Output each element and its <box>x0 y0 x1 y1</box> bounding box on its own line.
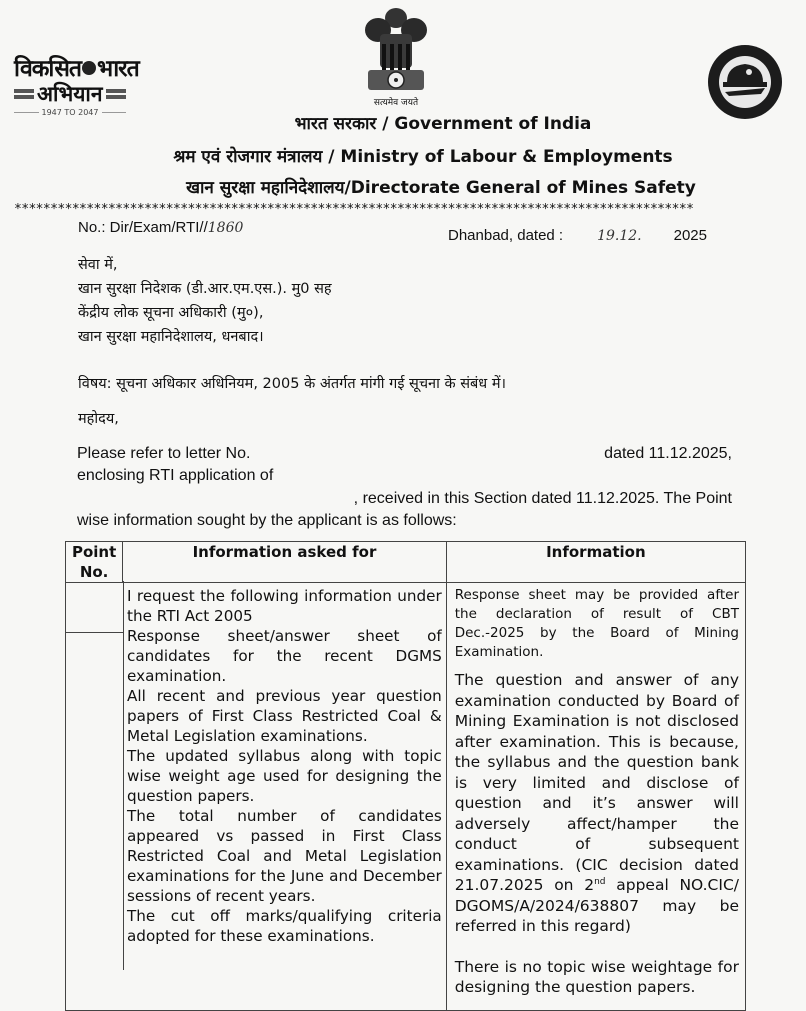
salutation: महोदय, <box>78 411 119 427</box>
national-emblem <box>360 4 432 108</box>
dgms-seal <box>705 44 785 120</box>
dated-line <box>448 227 707 244</box>
addressee-line-2: केंद्रीय लोक सूचना अधिकारी (मु०), <box>78 305 264 321</box>
viksit-bharat-title <box>14 56 139 82</box>
asked-item-syllabus: The updated syllabus along with topic wise weight age used for designing the question papers. <box>127 747 442 805</box>
header-information-asked: Information asked for <box>123 542 447 583</box>
answer-2-text-a: The question and answer of any examination conducted by Board of Mining Examination is not disclosed after examination. This is because, the syllabus and the question bank is very limited and disclose of question and it’s answer will adversely affect/hamper the conduct of subsequent examinations. (CIC decision dated 21.07.2025 on 2 <box>454 671 739 894</box>
body-line-2: enclosing RTI application of <box>77 467 274 484</box>
point-row-divider <box>65 632 123 633</box>
answer-2-text-b: appeal NO.CIC/ DGOMS/A/2024/638807 may be referred in this regard) <box>454 876 739 935</box>
header-point-no: Point No. <box>66 542 123 583</box>
header-ministry: श्रम एवं रोजगार मंत्रालय / Ministry of Labour & Employments <box>173 147 673 167</box>
dated-label: Dhanbad, dated : <box>448 227 564 244</box>
letter-date-text: dated 11.12.2025, <box>604 445 732 462</box>
reference-number <box>78 219 243 236</box>
addressee-to: सेवा में, <box>78 257 118 273</box>
date-year: 2025 <box>673 227 707 244</box>
asked-item-question-papers: All recent and previous year question papers of First Class Restricted Coal & Metal Legislation examinations. <box>127 687 442 745</box>
date-handwritten: 19.12. <box>597 228 642 244</box>
addressee-line-3: खान सुरक्षा महानिदेशालय, धनबाद। <box>78 329 264 345</box>
table-header-row <box>66 542 746 583</box>
addressee-line-1: खान सुरक्षा निदेशक (डी.आर.एम.एस.). मु0 सह <box>78 281 332 297</box>
body-line-3: , received in this Section dated 11.12.2025. The Point <box>353 490 732 507</box>
answer-question-papers <box>455 670 739 937</box>
addressee-block <box>78 253 332 349</box>
table-row <box>66 583 746 1011</box>
dgms-seal-icon <box>705 44 785 120</box>
header-information: Information <box>446 542 745 583</box>
stripe-icon <box>106 89 126 99</box>
rti-information-table <box>65 541 746 1011</box>
information-cell <box>446 583 745 1011</box>
body-line-4: wise information sought by the applicant is as follows: <box>77 512 457 529</box>
star-separator: ********************************************************************************************** <box>14 202 694 217</box>
answer-2-superscript: nd <box>594 876 606 887</box>
emblem-motto: सत्यमेव जयते <box>373 98 419 108</box>
logo-text-abhiyan: अभियान <box>37 82 103 106</box>
subject-line: विषय: सूचना अधिकार अधिनियम, 2005 के अंतर्गत मांगी गई सूचना के संबंध में। <box>78 376 506 392</box>
answer-syllabus: There is no topic wise weightage for designing the question papers. <box>454 957 739 996</box>
header-government: भारत सरकार / Government of India <box>294 114 592 134</box>
ref-number-handwritten: 1860 <box>207 220 244 236</box>
letter-ref-text: Please refer to letter No. <box>77 445 251 462</box>
abhiyan-row <box>14 82 126 106</box>
asked-item-response-sheet: Response sheet/answer sheet of candidates for the recent DGMS examination. <box>127 627 442 685</box>
lion-capital-icon <box>360 4 432 96</box>
logo-text-bharat: भारत <box>97 56 139 82</box>
years-text: 1947 TO 2047 <box>41 108 99 117</box>
chakra-icon <box>82 61 96 75</box>
ref-number-label: No.: Dir/Exam/RTI// <box>78 219 208 236</box>
asked-item-intro: I request the following information under the RTI Act 2005 <box>127 587 442 625</box>
logo-text-viksit: विकसित <box>14 56 82 82</box>
point-no-column <box>65 581 124 970</box>
stripe-icon <box>14 89 34 99</box>
asked-item-candidate-counts: The total number of candidates appeared vs passed in First Class Restricted Coal and Metal Legislation examinations for the June and December sessions of recent years. <box>127 807 442 905</box>
answer-response-sheet: Response sheet may be provided after the declaration of result of CBT Dec.-2025 by the Board of Mining Examination. <box>454 587 739 660</box>
header-directorate: खान सुरक्षा महानिदेशालय/Directorate General of Mines Safety <box>186 178 696 198</box>
body-line-1 <box>77 443 732 465</box>
asked-item-cutoff: The cut off marks/qualifying criteria adopted for these examinations. <box>127 907 442 945</box>
